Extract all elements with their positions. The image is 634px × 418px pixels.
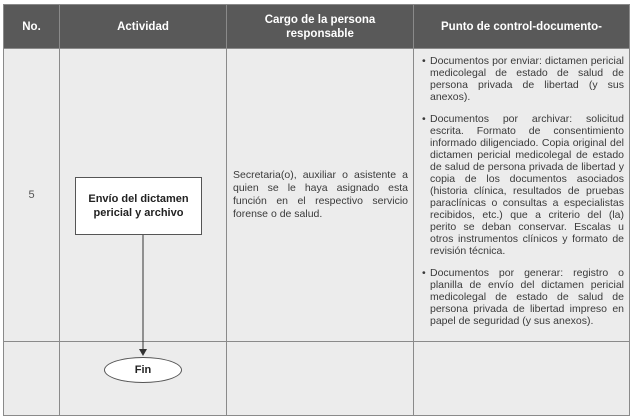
control-cell — [414, 49, 630, 342]
header-control: Punto de control-documento- — [414, 5, 630, 49]
activity-box: Envío del dictamen pericial y archivo — [75, 177, 202, 235]
row-number: 5 — [4, 49, 60, 342]
end-terminal: Fin — [104, 357, 182, 383]
control-list — [422, 55, 624, 327]
cargo-cell: Secretaria(o), auxiliar o asistente a quien se le haya asignado esta función en el respectivo servicio forense o de salud. — [227, 49, 414, 342]
list-item: • Documentos por generar: registro o planilla de envío del dictamen pericial medicolegal de estado de salud de persona privada de libertad impreso en papel de seguridad (y sus anexos). — [430, 267, 624, 327]
header-actividad: Actividad — [60, 5, 227, 49]
table-row-end — [4, 342, 630, 416]
list-item: • Documentos por enviar: dictamen pericial medicolegal de estado de salud de persona privada de libertad (y sus anexos). — [430, 55, 624, 103]
list-item: • Documentos por archivar: solicitud escrita. Formato de consentimiento informado diligenciado. Copia original del dictamen pericial medicolegal de estado de salud de persona privada de libertad y copia de los documentos asociados (historia clínica, resultados de pruebas paraclínicas o consultas a especialistas recibidos, etc.) que a criterio del (la) perito se deban conservar. Escalas u otros instrumentos clínicos y formato de revisión técnica. — [430, 113, 624, 257]
header-cargo — [227, 5, 414, 49]
header-no: No. — [4, 5, 60, 49]
end-cargo-cell — [227, 342, 414, 416]
header-row — [4, 5, 630, 49]
end-control-cell — [414, 342, 630, 416]
header-cargo-label: Cargo de la persona responsable — [264, 13, 376, 40]
end-no-cell — [4, 342, 60, 416]
